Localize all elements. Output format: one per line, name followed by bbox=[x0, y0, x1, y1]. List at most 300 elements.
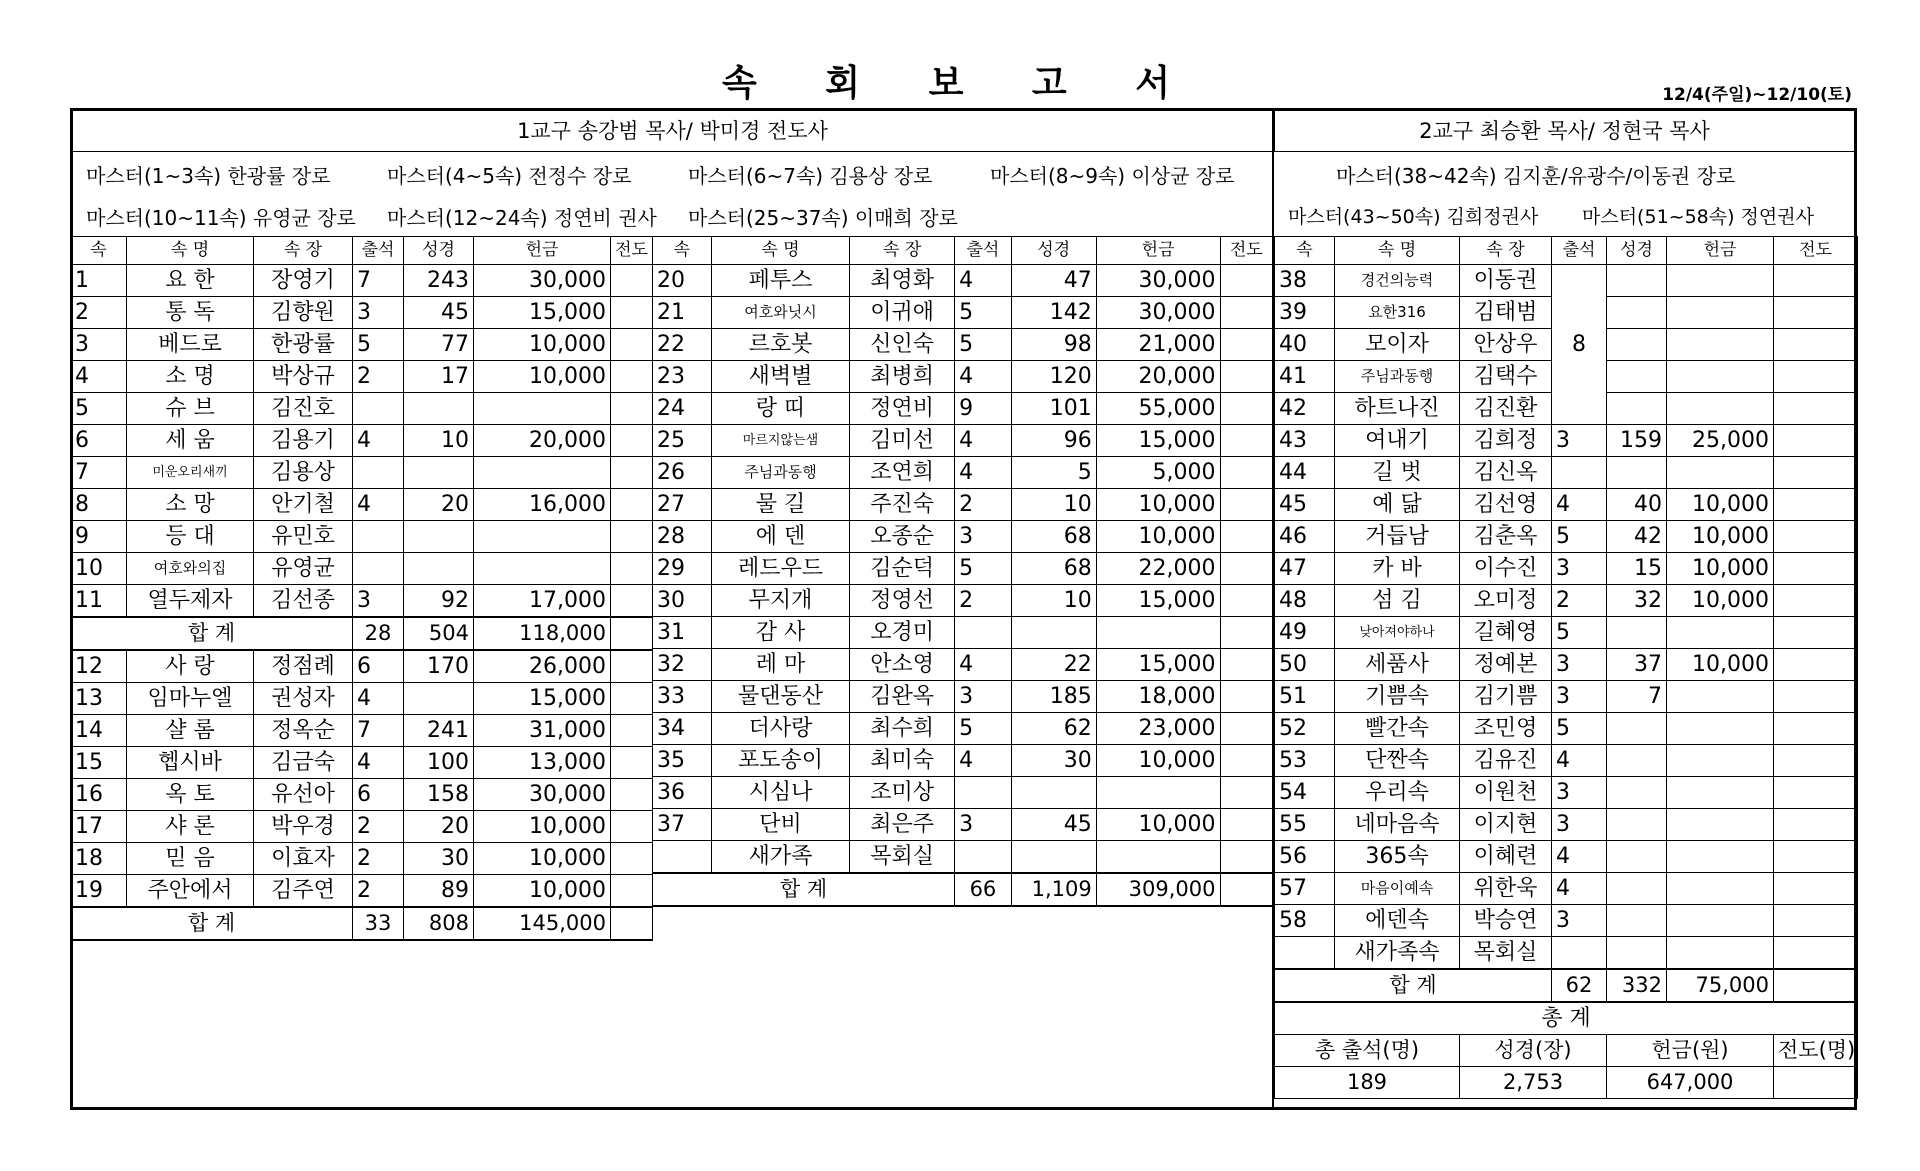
row-number: 26 bbox=[653, 457, 712, 489]
group-name: 여호와닛시 bbox=[711, 297, 849, 329]
row-number: 23 bbox=[653, 361, 712, 393]
grand-total-label: 총 계 bbox=[1275, 1002, 1858, 1035]
offering: 10,000 bbox=[474, 811, 611, 843]
offering: 10,000 bbox=[1667, 585, 1774, 617]
total-attendance: 66 bbox=[955, 873, 1012, 906]
offering bbox=[1096, 617, 1220, 649]
leader-name: 정점례 bbox=[254, 650, 353, 683]
total-bible: 504 bbox=[404, 617, 474, 650]
group-name: 우리속 bbox=[1335, 777, 1460, 809]
group-name: 물 길 bbox=[711, 489, 849, 521]
table-header-row bbox=[653, 237, 1273, 265]
bible: 68 bbox=[1011, 521, 1096, 553]
offering: 10,000 bbox=[1096, 521, 1220, 553]
table-row bbox=[653, 297, 1273, 329]
row-number: 55 bbox=[1275, 809, 1335, 841]
offering bbox=[1667, 905, 1774, 937]
offering: 21,000 bbox=[1096, 329, 1220, 361]
evangelism bbox=[1774, 809, 1858, 841]
district2-body bbox=[1275, 265, 1858, 970]
table-row bbox=[71, 811, 653, 843]
attendance: 4 bbox=[1552, 745, 1607, 777]
group-name: 낮아져야하나 bbox=[1335, 617, 1460, 649]
offering: 10,000 bbox=[474, 843, 611, 875]
bible bbox=[1607, 361, 1667, 393]
row-number: 9 bbox=[71, 521, 127, 553]
offering bbox=[474, 393, 611, 425]
row-number: 57 bbox=[1275, 873, 1335, 905]
leader-name: 김태범 bbox=[1460, 297, 1552, 329]
attendance: 2 bbox=[955, 585, 1012, 617]
total-attendance: 62 bbox=[1552, 969, 1607, 1002]
evangelism bbox=[1220, 425, 1273, 457]
header-cell: 헌금 bbox=[1667, 237, 1774, 265]
total-evangelism bbox=[611, 617, 653, 650]
offering bbox=[1096, 841, 1220, 874]
group-name: 주안에서 bbox=[127, 875, 254, 908]
row-number bbox=[653, 841, 712, 874]
group-name: 새가족 bbox=[711, 841, 849, 874]
attendance: 6 bbox=[353, 779, 404, 811]
bible: 142 bbox=[1011, 297, 1096, 329]
grand-total-label-row bbox=[1275, 1002, 1858, 1035]
table-row bbox=[1275, 841, 1858, 873]
bible bbox=[1607, 297, 1667, 329]
row-number: 10 bbox=[71, 553, 127, 585]
row-number: 20 bbox=[653, 265, 712, 297]
bible: 10 bbox=[1011, 585, 1096, 617]
attendance: 3 bbox=[1552, 777, 1607, 809]
total-offering: 75,000 bbox=[1667, 969, 1774, 1002]
evangelism bbox=[611, 393, 653, 425]
evangelism bbox=[1774, 425, 1858, 457]
group-name: 샬 롬 bbox=[127, 715, 254, 747]
row-number: 12 bbox=[71, 650, 127, 683]
leader-name: 김선영 bbox=[1460, 489, 1552, 521]
bible: 185 bbox=[1011, 681, 1096, 713]
offering: 20,000 bbox=[474, 425, 611, 457]
table-row bbox=[71, 329, 653, 361]
group-name: 단짠속 bbox=[1335, 745, 1460, 777]
group-c-table bbox=[652, 236, 1273, 907]
bible: 40 bbox=[1607, 489, 1667, 521]
attendance: 4 bbox=[955, 745, 1012, 777]
bible bbox=[1607, 265, 1667, 297]
table-row bbox=[71, 779, 653, 811]
evangelism bbox=[1774, 713, 1858, 745]
group-name: 통 독 bbox=[127, 297, 254, 329]
offering: 15,000 bbox=[1096, 585, 1220, 617]
attendance bbox=[955, 841, 1012, 874]
evangelism bbox=[1774, 745, 1858, 777]
row-number: 52 bbox=[1275, 713, 1335, 745]
bible bbox=[404, 683, 474, 715]
leader-name: 이원천 bbox=[1460, 777, 1552, 809]
master-d2-3: 마스터(51~58속) 정연권사 bbox=[1582, 206, 1814, 228]
bible bbox=[1607, 777, 1667, 809]
grand-total-header-row bbox=[1275, 1035, 1858, 1067]
leader-name: 오미정 bbox=[1460, 585, 1552, 617]
offering: 10,000 bbox=[1096, 489, 1220, 521]
district2-banner-text: 2교구 최승환 목사/ 정현국 목사 bbox=[1274, 110, 1856, 152]
evangelism bbox=[1774, 553, 1858, 585]
row-number: 53 bbox=[1275, 745, 1335, 777]
table-row bbox=[653, 521, 1273, 553]
offering bbox=[1667, 393, 1774, 425]
header-cell: 전도 bbox=[1774, 237, 1858, 265]
header-cell: 출석 bbox=[955, 237, 1012, 265]
evangelism bbox=[1220, 617, 1273, 649]
report-title: 속 회 보 고 서 bbox=[721, 63, 1198, 104]
table-row bbox=[1275, 553, 1858, 585]
group-name: 레 마 bbox=[711, 649, 849, 681]
group-name: 옥 토 bbox=[127, 779, 254, 811]
row-number: 14 bbox=[71, 715, 127, 747]
leader-name: 정연비 bbox=[850, 393, 955, 425]
leader-name: 유선아 bbox=[254, 779, 353, 811]
header-cell: 성경 bbox=[1011, 237, 1096, 265]
offering: 10,000 bbox=[474, 329, 611, 361]
row-number: 38 bbox=[1275, 265, 1335, 297]
leader-name: 길혜영 bbox=[1460, 617, 1552, 649]
bible: 89 bbox=[404, 875, 474, 908]
attendance: 2 bbox=[1552, 585, 1607, 617]
bible: 243 bbox=[404, 265, 474, 297]
offering: 25,000 bbox=[1667, 425, 1774, 457]
evangelism bbox=[1220, 489, 1273, 521]
total-evangelism bbox=[611, 907, 653, 940]
leader-name: 장영기 bbox=[254, 265, 353, 297]
group-name: 포도송이 bbox=[711, 745, 849, 777]
bible: 5 bbox=[1011, 457, 1096, 489]
evangelism bbox=[1774, 681, 1858, 713]
row-number: 46 bbox=[1275, 521, 1335, 553]
offering: 10,000 bbox=[1096, 745, 1220, 777]
group-a-body bbox=[71, 265, 653, 618]
group-name: 세 움 bbox=[127, 425, 254, 457]
bible bbox=[404, 521, 474, 553]
table-row bbox=[653, 393, 1273, 425]
group-name: 사 랑 bbox=[127, 650, 254, 683]
row-number: 8 bbox=[71, 489, 127, 521]
offering bbox=[1667, 265, 1774, 297]
leader-name: 한광률 bbox=[254, 329, 353, 361]
attendance: 5 bbox=[955, 297, 1012, 329]
row-number: 45 bbox=[1275, 489, 1335, 521]
bible bbox=[1607, 457, 1667, 489]
bible: 101 bbox=[1011, 393, 1096, 425]
evangelism bbox=[1774, 457, 1858, 489]
total-label: 합 계 bbox=[71, 907, 353, 940]
total-bible: 808 bbox=[404, 907, 474, 940]
attendance: 3 bbox=[955, 809, 1012, 841]
total-label: 합 계 bbox=[1275, 969, 1552, 1002]
attendance: 3 bbox=[1552, 905, 1607, 937]
bible bbox=[404, 553, 474, 585]
header-cell: 출석 bbox=[1552, 237, 1607, 265]
table-row bbox=[1275, 521, 1858, 553]
bible: 159 bbox=[1607, 425, 1667, 457]
leader-name: 신인숙 bbox=[850, 329, 955, 361]
table-row bbox=[71, 265, 653, 297]
table-row bbox=[1275, 937, 1858, 970]
row-number: 29 bbox=[653, 553, 712, 585]
bible bbox=[1607, 713, 1667, 745]
row-number: 31 bbox=[653, 617, 712, 649]
row-number: 40 bbox=[1275, 329, 1335, 361]
header-cell: 전도 bbox=[1220, 237, 1273, 265]
offering bbox=[1667, 841, 1774, 873]
evangelism bbox=[1774, 841, 1858, 873]
header-cell: 속 장 bbox=[254, 237, 353, 265]
attendance: 9 bbox=[955, 393, 1012, 425]
header-cell: 전도 bbox=[611, 237, 653, 265]
district2-total-row bbox=[1275, 969, 1858, 1002]
row-number: 56 bbox=[1275, 841, 1335, 873]
attendance: 4 bbox=[353, 683, 404, 715]
offering: 26,000 bbox=[474, 650, 611, 683]
evangelism bbox=[611, 747, 653, 779]
row-number: 4 bbox=[71, 361, 127, 393]
row-number: 41 bbox=[1275, 361, 1335, 393]
offering bbox=[474, 553, 611, 585]
group-name: 카 바 bbox=[1335, 553, 1460, 585]
bible: 241 bbox=[404, 715, 474, 747]
attendance: 4 bbox=[955, 425, 1012, 457]
evangelism bbox=[1220, 297, 1273, 329]
group-a-total-row bbox=[71, 617, 653, 650]
evangelism bbox=[1220, 457, 1273, 489]
evangelism bbox=[1220, 681, 1273, 713]
attendance: 2 bbox=[353, 875, 404, 908]
group-name: 단비 bbox=[711, 809, 849, 841]
leader-name: 김주연 bbox=[254, 875, 353, 908]
evangelism bbox=[1774, 521, 1858, 553]
evangelism bbox=[1220, 713, 1273, 745]
offering bbox=[1667, 873, 1774, 905]
attendance: 4 bbox=[1552, 841, 1607, 873]
leader-name: 김완옥 bbox=[850, 681, 955, 713]
bible: 68 bbox=[1011, 553, 1096, 585]
attendance: 4 bbox=[1552, 873, 1607, 905]
bible: 17 bbox=[404, 361, 474, 393]
leader-name: 조미상 bbox=[850, 777, 955, 809]
table-row bbox=[71, 457, 653, 489]
evangelism bbox=[1220, 777, 1273, 809]
offering: 30,000 bbox=[1096, 297, 1220, 329]
leader-name: 오경미 bbox=[850, 617, 955, 649]
attendance: 2 bbox=[955, 489, 1012, 521]
offering: 10,000 bbox=[1667, 489, 1774, 521]
group-name: 르호봇 bbox=[711, 329, 849, 361]
bible bbox=[1011, 777, 1096, 809]
attendance: 3 bbox=[353, 585, 404, 618]
leader-name: 안소영 bbox=[850, 649, 955, 681]
leader-name: 정영선 bbox=[850, 585, 955, 617]
evangelism bbox=[611, 715, 653, 747]
evangelism bbox=[1220, 265, 1273, 297]
table-row bbox=[653, 457, 1273, 489]
attendance: 3 bbox=[1552, 425, 1607, 457]
evangelism bbox=[1774, 873, 1858, 905]
total-label: 합 계 bbox=[71, 617, 353, 650]
table-row bbox=[653, 649, 1273, 681]
leader-name: 김진호 bbox=[254, 393, 353, 425]
group-name: 마음이예속 bbox=[1335, 873, 1460, 905]
bible: 47 bbox=[1011, 265, 1096, 297]
leader-name: 유민호 bbox=[254, 521, 353, 553]
evangelism bbox=[611, 811, 653, 843]
table-row bbox=[653, 553, 1273, 585]
group-name: 샤 론 bbox=[127, 811, 254, 843]
table-row bbox=[71, 393, 653, 425]
evangelism bbox=[1220, 521, 1273, 553]
table-row bbox=[653, 425, 1273, 457]
table-row bbox=[1275, 425, 1858, 457]
evangelism bbox=[611, 297, 653, 329]
row-number: 3 bbox=[71, 329, 127, 361]
evangelism bbox=[1774, 297, 1858, 329]
bible: 45 bbox=[1011, 809, 1096, 841]
attendance: 5 bbox=[353, 329, 404, 361]
leader-name: 이효자 bbox=[254, 843, 353, 875]
row-number: 2 bbox=[71, 297, 127, 329]
bible: 7 bbox=[1607, 681, 1667, 713]
offering bbox=[1667, 329, 1774, 361]
evangelism bbox=[611, 650, 653, 683]
header-cell: 성경 bbox=[404, 237, 474, 265]
leader-name: 위한욱 bbox=[1460, 873, 1552, 905]
attendance: 4 bbox=[353, 425, 404, 457]
leader-name: 오종순 bbox=[850, 521, 955, 553]
attendance: 5 bbox=[955, 713, 1012, 745]
evangelism bbox=[1774, 937, 1858, 970]
attendance: 3 bbox=[353, 297, 404, 329]
group-name: 모이자 bbox=[1335, 329, 1460, 361]
group-name: 물댄동산 bbox=[711, 681, 849, 713]
group-name: 네마음속 bbox=[1335, 809, 1460, 841]
row-number: 49 bbox=[1275, 617, 1335, 649]
attendance: 5 bbox=[955, 553, 1012, 585]
group-name: 365속 bbox=[1335, 841, 1460, 873]
bible: 10 bbox=[404, 425, 474, 457]
table-row bbox=[1275, 265, 1858, 297]
bible: 22 bbox=[1011, 649, 1096, 681]
merged-attendance: 8 bbox=[1552, 265, 1607, 425]
evangelism bbox=[1220, 553, 1273, 585]
leader-name: 안기철 bbox=[254, 489, 353, 521]
leader-name: 주진숙 bbox=[850, 489, 955, 521]
total-bible: 1,109 bbox=[1011, 873, 1096, 906]
attendance: 2 bbox=[353, 361, 404, 393]
attendance bbox=[1552, 937, 1607, 970]
row-number: 11 bbox=[71, 585, 127, 618]
offering: 15,000 bbox=[474, 683, 611, 715]
master-4: 마스터(8~9속) 이상균 장로 bbox=[990, 164, 1235, 188]
group-name: 열두제자 bbox=[127, 585, 254, 618]
row-number: 58 bbox=[1275, 905, 1335, 937]
row-number: 25 bbox=[653, 425, 712, 457]
row-number: 28 bbox=[653, 521, 712, 553]
offering: 10,000 bbox=[1096, 809, 1220, 841]
group-name: 요 한 bbox=[127, 265, 254, 297]
group-name: 미운오리새끼 bbox=[127, 457, 254, 489]
leader-name: 최영화 bbox=[850, 265, 955, 297]
bible bbox=[1607, 809, 1667, 841]
leader-name: 김순덕 bbox=[850, 553, 955, 585]
leader-name: 권성자 bbox=[254, 683, 353, 715]
bible: 77 bbox=[404, 329, 474, 361]
group-c-total-row bbox=[653, 873, 1273, 906]
group-name: 감 사 bbox=[711, 617, 849, 649]
master-d2-1: 마스터(38~42속) 김지훈/유광수/이동권 장로 bbox=[1336, 164, 1736, 188]
total-attendance: 33 bbox=[353, 907, 404, 940]
group-name: 베드로 bbox=[127, 329, 254, 361]
offering: 16,000 bbox=[474, 489, 611, 521]
bible: 30 bbox=[1011, 745, 1096, 777]
bible bbox=[1011, 841, 1096, 874]
bible bbox=[1607, 393, 1667, 425]
row-number: 42 bbox=[1275, 393, 1335, 425]
master-1: 마스터(1~3속) 한광률 장로 bbox=[86, 164, 331, 188]
header-cell: 헌금 bbox=[1096, 237, 1220, 265]
district1-banner-text: 1교구 송강범 목사/ 박미경 전도사 bbox=[72, 110, 1273, 152]
table-row bbox=[71, 650, 653, 683]
row-number: 44 bbox=[1275, 457, 1335, 489]
attendance: 4 bbox=[353, 747, 404, 779]
master-7: 마스터(25~37속) 이매희 장로 bbox=[688, 206, 958, 230]
table-row bbox=[653, 745, 1273, 777]
leader-name: 이동권 bbox=[1460, 265, 1552, 297]
row-number: 27 bbox=[653, 489, 712, 521]
master-3: 마스터(6~7속) 김용상 장로 bbox=[688, 164, 933, 188]
leader-name: 김신옥 bbox=[1460, 457, 1552, 489]
row-number: 34 bbox=[653, 713, 712, 745]
leader-name: 김용상 bbox=[254, 457, 353, 489]
row-number: 18 bbox=[71, 843, 127, 875]
offering bbox=[474, 521, 611, 553]
header-cell: 헌금 bbox=[474, 237, 611, 265]
evangelism bbox=[1774, 777, 1858, 809]
group-name: 새가족속 bbox=[1335, 937, 1460, 970]
master-6: 마스터(12~24속) 정연비 권사 bbox=[387, 206, 657, 230]
leader-name: 김택수 bbox=[1460, 361, 1552, 393]
bible bbox=[1607, 841, 1667, 873]
grand-total-attendance: 189 bbox=[1275, 1067, 1460, 1099]
group-name: 기쁨속 bbox=[1335, 681, 1460, 713]
attendance bbox=[353, 393, 404, 425]
evangelism bbox=[611, 683, 653, 715]
group-name: 더사랑 bbox=[711, 713, 849, 745]
attendance: 3 bbox=[955, 681, 1012, 713]
row-number: 21 bbox=[653, 297, 712, 329]
group-b-body bbox=[71, 650, 653, 907]
attendance: 3 bbox=[1552, 553, 1607, 585]
bible: 120 bbox=[1011, 361, 1096, 393]
bible bbox=[404, 393, 474, 425]
table-row bbox=[71, 843, 653, 875]
table-row bbox=[653, 329, 1273, 361]
leader-name: 목회실 bbox=[850, 841, 955, 874]
evangelism bbox=[1774, 393, 1858, 425]
row-number: 30 bbox=[653, 585, 712, 617]
group-name: 경건의능력 bbox=[1335, 265, 1460, 297]
offering: 10,000 bbox=[1667, 521, 1774, 553]
evangelism bbox=[611, 779, 653, 811]
evangelism bbox=[1220, 361, 1273, 393]
attendance bbox=[353, 521, 404, 553]
table-header-row bbox=[71, 237, 653, 265]
